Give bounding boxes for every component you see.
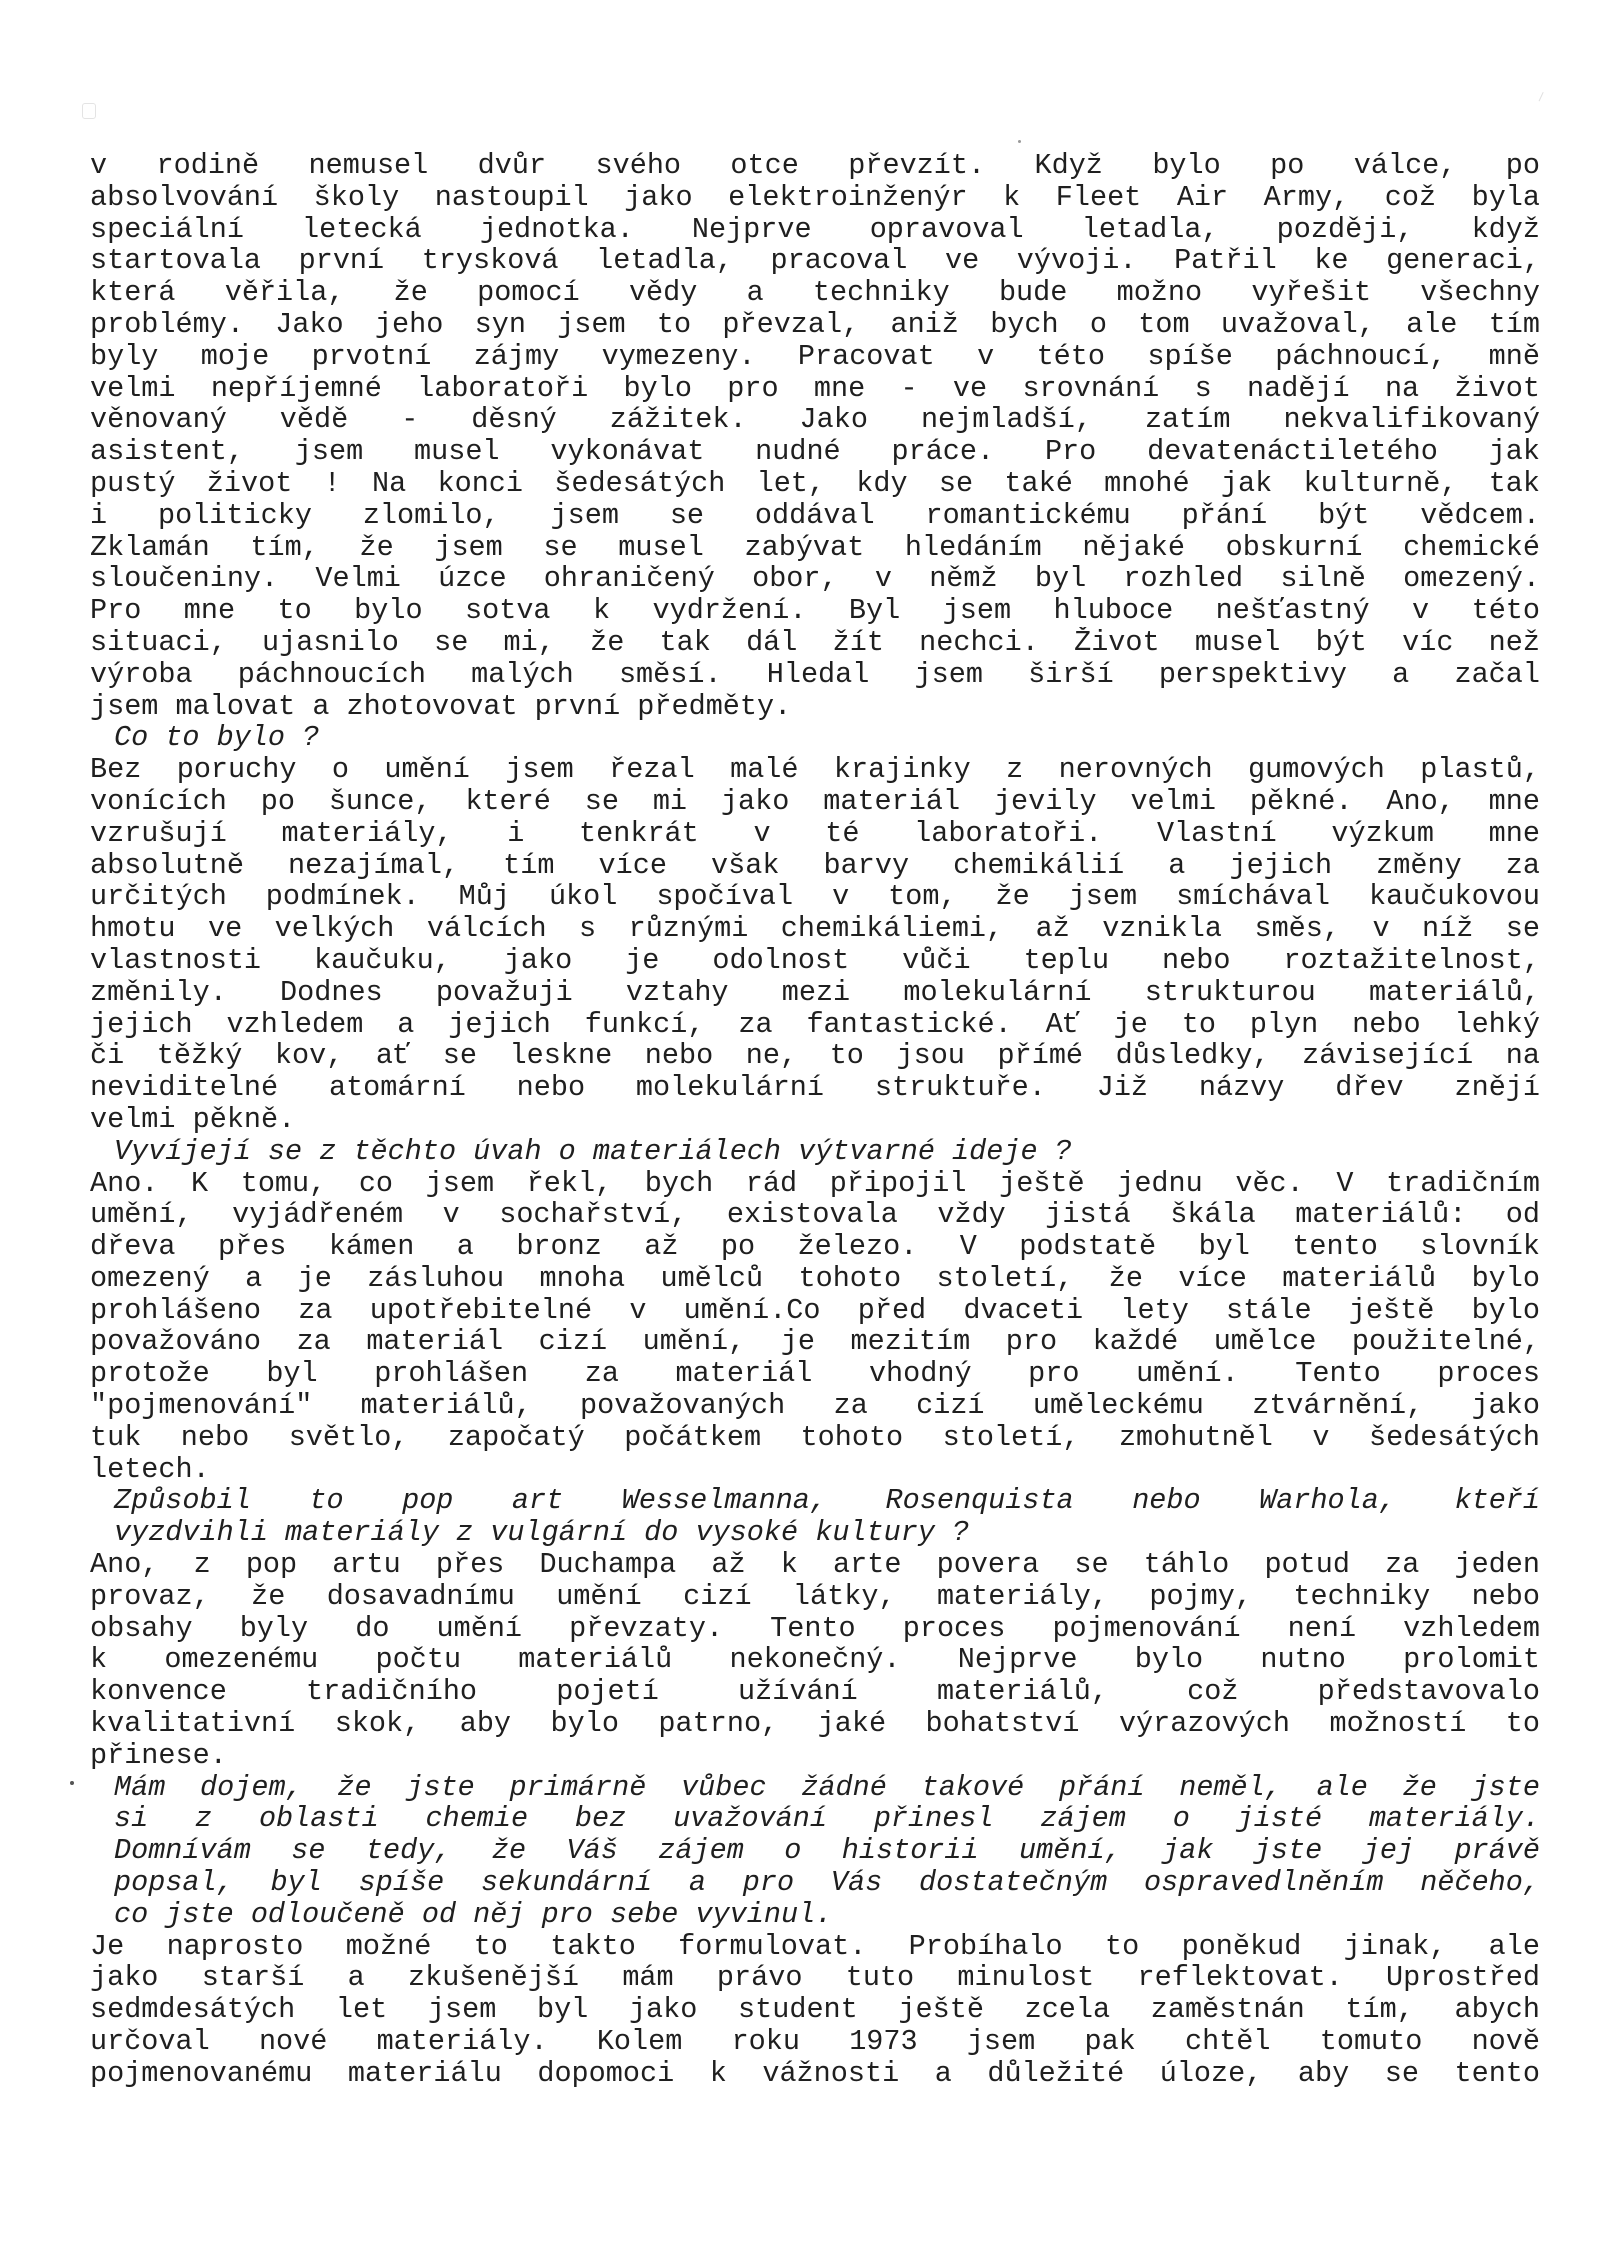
text-line: Pro mne to bylo sotva k vydržení. Byl jsem hluboce nešťastný v této bbox=[90, 595, 1540, 627]
scan-dot-mark bbox=[1018, 140, 1021, 143]
text-line: umění, vyjádřeném v sochařství, existovala vždy jistá škála materiálů: od bbox=[90, 1199, 1540, 1232]
text-line: provaz, že dosavadnímu umění cizí látky, materiály, pojmy, techniky nebo bbox=[90, 1580, 1540, 1613]
text-line: problémy. Jako jeho syn jsem to převzal, aniž bych o tom uvažoval, ale tím bbox=[90, 308, 1540, 341]
scan-tick-mark bbox=[1531, 89, 1543, 102]
text-line: Zklamán tím, že jsem se musel zabývat hledáním nějaké obskurní chemické bbox=[90, 531, 1540, 564]
text-line: i politicky zlomilo, jsem se oddával romantickému přání být vědcem. bbox=[90, 499, 1540, 532]
text-line: konvence tradičního pojetí užívání materiálů, což představovalo bbox=[90, 1676, 1540, 1709]
text-line: která věřila, že pomocí vědy a techniky bude možno vyřešit všechny bbox=[90, 277, 1540, 309]
text-line: jako starší a zkušenější mám právo tuto minulost reflektovat. Uprostřed bbox=[90, 1962, 1540, 1995]
question-line: Mám dojem, že jste primárně vůbec žádné takové přání neměl, ale že jste bbox=[114, 1771, 1540, 1804]
text-line: Ano. K tomu, co jsem řekl, bych rád připojil ještě jednu věc. V tradičním bbox=[90, 1167, 1540, 1200]
text-line: letech. bbox=[90, 1453, 210, 1486]
text-line: tuk nebo světlo, započatý počátkem tohoto století, zmohutněl v šedesátých bbox=[90, 1421, 1540, 1454]
scan-corner-mark bbox=[82, 103, 96, 119]
question-line: Vyvíjejí se z těchto úvah o materiálech výtvarné ideje ? bbox=[114, 1135, 1072, 1168]
text-line: určoval nové materiály. Kolem roku 1973 jsem pak chtěl tomuto nově bbox=[90, 2026, 1540, 2058]
text-line: sedmdesátých let jsem byl jako student ještě zcela zaměstnán tím, abych bbox=[90, 1994, 1540, 2027]
text-line: sloučeniny. Velmi úzce ohraničený obor, v němž byl rozhled silně omezený. bbox=[90, 563, 1540, 596]
text-line: absolutně nezajímal, tím více však barvy chemikálií a jejich změny za bbox=[90, 849, 1540, 882]
text-line: startovala první trysková letadla, pracoval ve vývoji. Patřil ke generaci, bbox=[90, 245, 1540, 278]
margin-dot bbox=[70, 1781, 74, 1785]
text-line: hmotu ve velkých válcích s různými chemikáliemi, až vznikla směs, v níž se bbox=[90, 913, 1540, 945]
text-line: vlastnosti kaučuku, jako je odolnost vůči teplu nebo roztažitelnost, bbox=[90, 944, 1540, 977]
text-line: k omezenému počtu materiálů nekonečný. Nejprve bylo nutno prolomit bbox=[90, 1644, 1540, 1677]
text-line: pustý život ! Na konci šedesátých let, kdy se také mnohé jak kulturně, tak bbox=[90, 467, 1540, 500]
text-line: jejich vzhledem a jejich funkcí, za fantastické. Ať je to plyn nebo lehký bbox=[90, 1008, 1540, 1041]
question-line: Způsobil to pop art Wesselmanna, Rosenquista nebo Warhola, kteří bbox=[114, 1485, 1540, 1518]
text-line: přinese. bbox=[90, 1739, 227, 1772]
question-line: vyzdvihli materiály z vulgární do vysoké kultury ? bbox=[114, 1517, 970, 1550]
text-line: Bez poruchy o umění jsem řezal malé krajinky z nerovných gumových plastů, bbox=[90, 754, 1540, 786]
text-line: speciální letecká jednotka. Nejprve opravoval letadla, později, když bbox=[90, 213, 1540, 246]
document-page bbox=[90, 150, 1540, 2230]
text-line: věnovaný vědě - děsný zážitek. Jako nejmladší, zatím nekvalifikovaný bbox=[90, 404, 1540, 437]
text-line: kvalitativní skok, aby bylo patrno, jaké bohatství výrazových možností to bbox=[90, 1708, 1540, 1740]
text-line: určitých podmínek. Můj úkol spočíval v tom, že jsem smíchával kaučukovou bbox=[90, 881, 1540, 914]
text-line: Je naprosto možné to takto formulovat. Probíhalo to poněkud jinak, ale bbox=[90, 1930, 1540, 1963]
text-line: velmi pěkně. bbox=[90, 1103, 296, 1136]
text-line: vonících po šunce, které se mi jako materiál jevily velmi pěkné. Ano, mne bbox=[90, 785, 1540, 818]
text-line: byly moje prvotní zájmy vymezeny. Pracovat v této spíše páchnoucí, mně bbox=[90, 340, 1540, 373]
text-line: považováno za materiál cizí umění, je mezitím pro každé umělce použitelné, bbox=[90, 1326, 1540, 1359]
question-line: popsal, byl spíše sekundární a pro Vás dostatečným ospravedlněním něčeho, bbox=[114, 1867, 1540, 1899]
text-line: jsem malovat a zhotovovat první předměty. bbox=[90, 690, 792, 723]
text-line: Ano, z pop artu přes Duchampa až k arte povera se táhlo potud za jeden bbox=[90, 1549, 1540, 1581]
question-line: si z oblasti chemie bez uvažování přinesl zájem o jisté materiály. bbox=[114, 1803, 1540, 1836]
question-line: co jste odloučeně od něj pro sebe vyvinul. bbox=[114, 1898, 833, 1931]
text-line: v rodině nemusel dvůr svého otce převzít. Když bylo po válce, po bbox=[90, 150, 1540, 182]
question-line: Domnívám se tedy, že Váš zájem o historii umění, jak jste jej právě bbox=[114, 1835, 1540, 1868]
text-line: protože byl prohlášen za materiál vhodný pro umění. Tento proces bbox=[90, 1358, 1540, 1391]
text-line: asistent, jsem musel vykonávat nudné práce. Pro devatenáctiletého jak bbox=[90, 436, 1540, 468]
question-line: Co to bylo ? bbox=[114, 722, 320, 755]
text-line: omezený a je zásluhou mnoha umělců tohoto století, že více materiálů bylo bbox=[90, 1262, 1540, 1295]
text-line: změnily. Dodnes považuji vztahy mezi molekulární strukturou materiálů, bbox=[90, 976, 1540, 1009]
text-line: pojmenovanému materiálu dopomoci k vážnosti a důležité úloze, aby se tento bbox=[90, 2057, 1540, 2090]
text-line: vzrušují materiály, i tenkrát v té laboratoři. Vlastní výzkum mne bbox=[90, 817, 1540, 850]
text-line: výroba páchnoucích malých směsí. Hledal jsem širší perspektivy a začal bbox=[90, 658, 1540, 691]
text-line: obsahy byly do umění převzaty. Tento proces pojmenování není vzhledem bbox=[90, 1612, 1540, 1645]
text-line: "pojmenování" materiálů, považovaných za cizí uměleckému ztvárnění, jako bbox=[90, 1390, 1540, 1422]
text-line: neviditelné atomární nebo molekulární struktuře. Již názvy dřev znějí bbox=[90, 1072, 1540, 1104]
text-line: dřeva přes kámen a bronz až po železo. V podstatě byl tento slovník bbox=[90, 1231, 1540, 1263]
text-line: či těžký kov, ať se leskne nebo ne, to jsou přímé důsledky, závisející na bbox=[90, 1040, 1540, 1073]
text-line: absolvování školy nastoupil jako elektroinženýr k Fleet Air Army, což byla bbox=[90, 181, 1540, 214]
text-line: velmi nepříjemné laboratoři bylo pro mne - ve srovnání s nadějí na život bbox=[90, 372, 1540, 405]
text-line: situaci, ujasnilo se mi, že tak dál žít nechci. Život musel být víc než bbox=[90, 626, 1540, 659]
text-line: prohlášeno za upotřebitelné v umění.Co před dvaceti lety stále ještě bylo bbox=[90, 1294, 1540, 1327]
